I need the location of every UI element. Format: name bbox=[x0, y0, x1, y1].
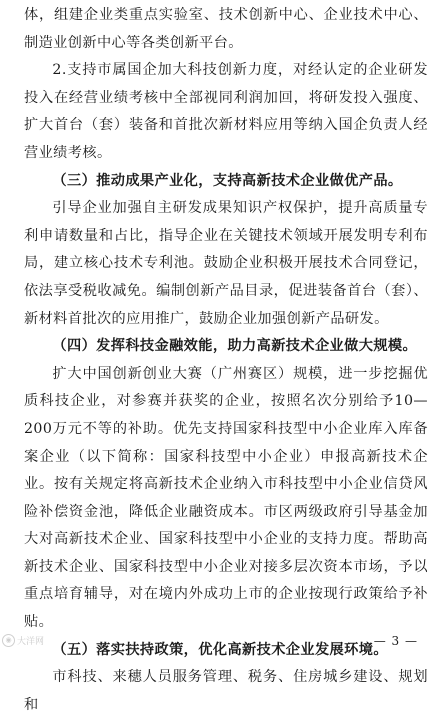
paragraph-ip-protection: 引导企业加强自主研发成果知识产权保护，提升高质量专利申请数量和占比，指导企业在关键技术领域开展发明专利布局，建立核心技术专利池。鼓励企业积极开展技术合同登记，依法享受税收减免。编制创新产品目录，促进装备首台（套）、新材料首批次的应用推广，鼓励企业加强创新产品研发。 bbox=[24, 200, 428, 327]
page-number: — 3 — bbox=[373, 634, 418, 648]
paragraph-continuation: 体，组建企业类重点实验室、技术创新中心、企业技术中心、制造业创新中心等各类创新平台。 bbox=[24, 7, 428, 51]
section-heading-3: （三）推动成果产业化，支持高新技术企业做优产品。 bbox=[52, 172, 403, 189]
watermark-text: 大洋网 bbox=[17, 637, 45, 647]
document-page bbox=[24, 2, 428, 719]
watermark bbox=[2, 634, 44, 647]
paragraph-finance-support: 扩大中国创新创业大赛（广州赛区）规模，进一步挖掘优质科技企业，对参赛并获奖的企业，按照名次分别给予10—200万元不等的补助。优先支持国家科技型中小企业库入库备案企业（以下简称：国家科技型中小企业）申报高新技术企业。按有关规定将高新技术企业纳入市科技型中小企业信贷风险补偿资金池，降低企业融资成本。市区两级政府引导基金加大对高新技术企业、国家科技型中小企业的支持力度。帮助高新技术企业、国家科技型中小企业对接多层次资本市场，予以重点培育辅导，对在境内外成功上市的企业按现行政策给予补贴。 bbox=[24, 365, 428, 631]
paragraph-state-owned-enterprise-support: 2.支持市属国企加大科技创新力度，对经认定的企业研发投入在经营业绩考核中全部视同利润加回，将研发投入强度、扩大首台（套）装备和首批次新材料应用等纳入国企负责人经营业绩考核。 bbox=[24, 62, 428, 161]
paragraph-policy-departments: 市科技、来穗人员服务管理、税务、住房城乡建设、规划和 bbox=[24, 669, 428, 713]
section-heading-5: （五）落实扶持政策，优化高新技术企业发展环境。 bbox=[52, 641, 388, 658]
circle-logo-icon: ◉ bbox=[2, 634, 15, 647]
section-heading-4: （四）发挥科技金融效能，助力高新技术企业做大规模。 bbox=[52, 338, 418, 355]
